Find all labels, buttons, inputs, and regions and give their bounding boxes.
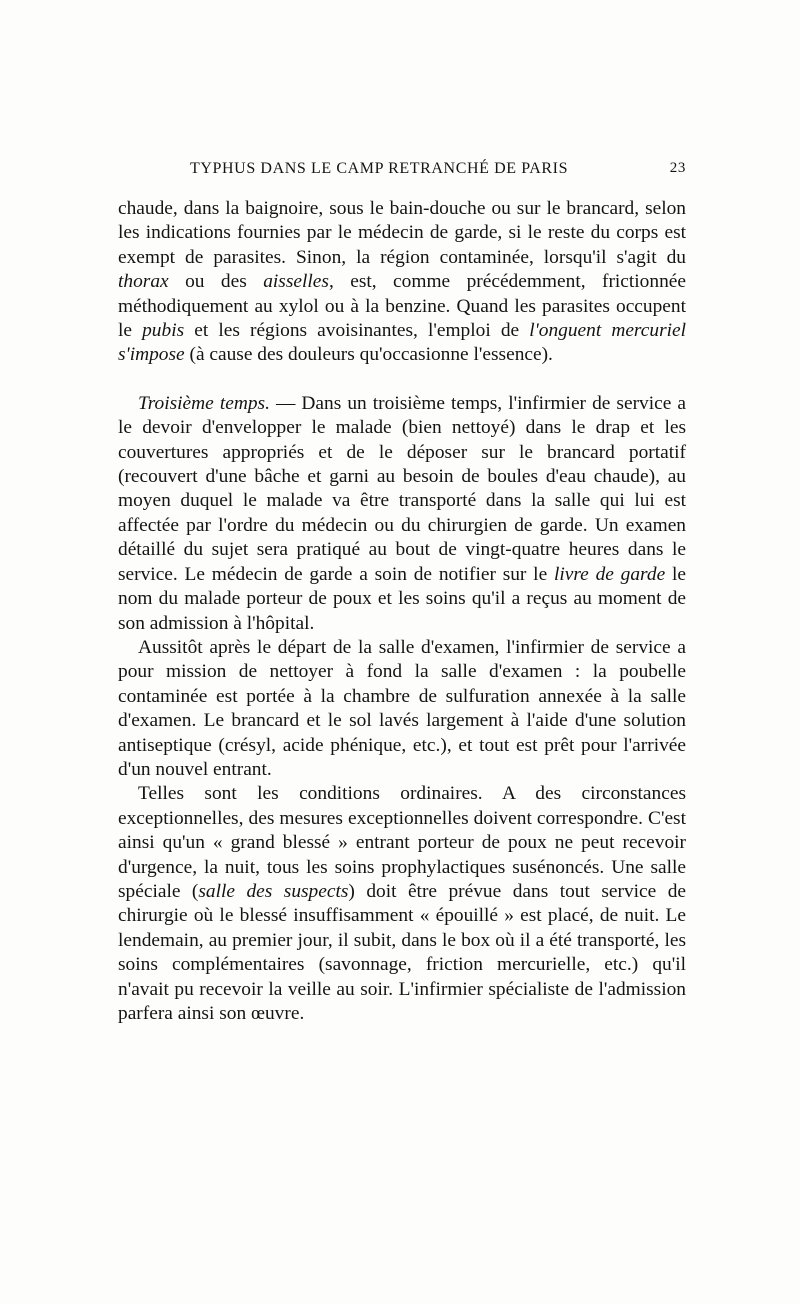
section-heading-italic: Troisième temps. (138, 392, 270, 414)
paragraph-continuation (118, 197, 686, 368)
running-head (118, 160, 686, 184)
text-run: — Dans un troisième temps, l'infirmier de service a le devoir d'envelopper le malade (bien nettoyé) dans le drap et les couvertures appropriés et de le déposer sur le brancard portatif (recouvert d'une bâche et garni au besoin de boules d'eau chaude), au moyen duquel le malade va être transporté dans la salle qui lui est affectée par l'ordre du médecin ou du chirurgien de garde. Un examen détaillé du sujet sera pratiqué au bout de vingt-quatre heures dans le service. Le médecin de garde a soin de notifier sur le (118, 392, 686, 585)
text-run: Aussitôt après le départ de la salle d'examen, l'infirmier de service a pour mission de nettoyer à fond la salle d'examen : la poubelle contaminée est portée à la chambre de sulfuration annexée à la salle d'examen. Le brancard et le sol lavés largement à l'aide d'une solution antiseptique (crésyl, acide phénique, etc.), et tout est prêt pour l'arrivée d'un nouvel entrant. (118, 636, 686, 780)
italic-term-livre-de-garde: livre de garde (553, 563, 666, 585)
italic-term-salle-des-suspects: salle des suspects (198, 880, 349, 902)
text-run: , est, comme précédemment, frictionnée méthodiquement au xylol ou à la benzine. Quand les parasites occupent le (118, 271, 686, 342)
paragraph-conditions (118, 782, 686, 1026)
italic-term-aisselles: aisselles (263, 271, 329, 293)
text-run: chaude, dans la baignoire, sous le bain-douche ou sur le brancard, selon les indications fournies par le médecin de garde, si le reste du corps est exempt de parasites. Sinon, la région contaminée, lorsqu'il s'agit du (118, 198, 686, 268)
italic-term-onguent: l'onguent mercuriel s'impose (118, 320, 686, 366)
paragraph-troisieme-temps (118, 392, 686, 636)
text-run: Telles sont les conditions ordinaires. A des circonstances exceptionnelles, des mesures exceptionnelles doivent correspondre. C'est ainsi qu'un « grand blessé » entrant porteur de poux ne peut recevoir d'urgence, la nuit, tous les soins prophylactiques susénoncés. Une salle spéciale ( (118, 783, 686, 902)
italic-term-pubis: pubis (142, 320, 185, 342)
text-run: ) doit être prévue dans tout service de chirurgie où le blessé insuffisamment « épouillé » est placé, de nuit. Le lendemain, au premier jour, il subit, dans le box où il a été transporté, les soins complémentaires (savonnage, friction mercurielle, etc.) qu'il n'avait pu recevoir la veille au soir. L'infirmier spécialiste de l'admission parfera ainsi son œuvre. (118, 880, 687, 1024)
body-text (118, 197, 686, 1026)
page-number: 23 (669, 160, 686, 176)
text-run: le nom du malade porteur de poux et les soins qu'il a reçus au moment de son admission à l'hôpital. (118, 563, 686, 634)
running-head-title: TYPHUS DANS LE CAMP RETRANCHÉ DE PARIS (190, 160, 569, 177)
text-run: ou des (168, 271, 264, 293)
paragraph-nettoyage (118, 636, 686, 782)
text-run: et les régions avoisinantes, l'emploi de (184, 320, 530, 342)
italic-term-thorax: thorax (118, 271, 169, 293)
text-run: (à cause des douleurs qu'occasionne l'essence). (184, 344, 553, 366)
